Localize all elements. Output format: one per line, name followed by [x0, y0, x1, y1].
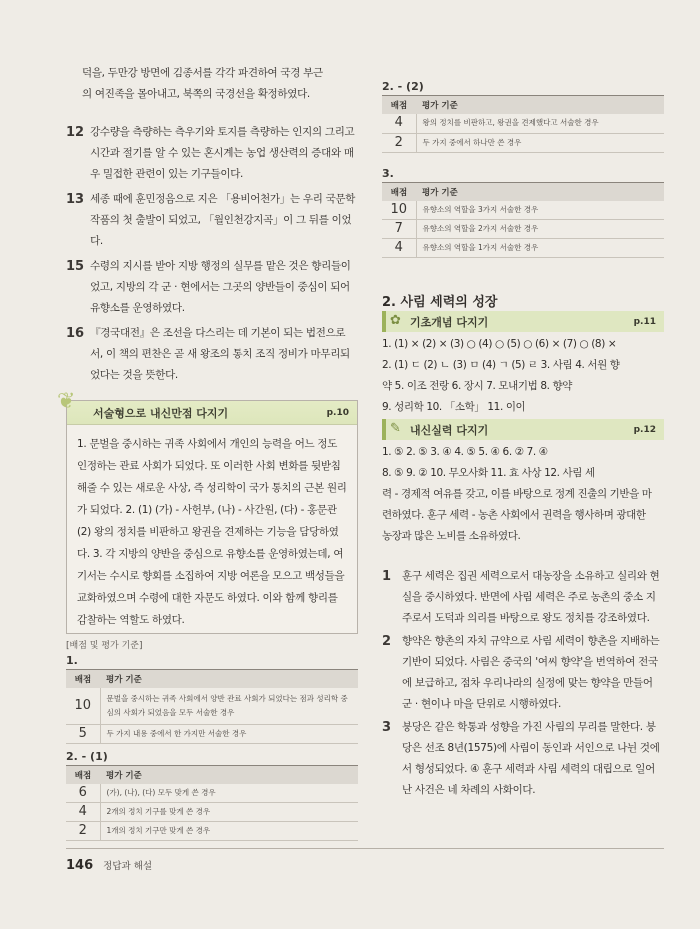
table-header: 평가 기준: [416, 182, 664, 201]
table-row: [66, 803, 358, 822]
criteria-cell: 1개의 정치 기구만 맞게 쓴 경우: [100, 822, 358, 841]
item-text: 강수량을 측량하는 측우기와 토지를 측량하는 인지의 그리고 시간과 절기를 알 수 있는 혼시계는 농업 생산력의 증대와 매우 밀접한 관련이 있는 기구들이다.: [90, 126, 355, 180]
item-number: 15: [66, 259, 85, 274]
grading-section: [66, 638, 358, 841]
score-cell: 4: [382, 239, 416, 258]
grading-subtitle: 1.: [66, 654, 78, 667]
item-number: 12: [66, 125, 85, 140]
internal-skill-bar: [382, 419, 664, 440]
table-row: [66, 784, 358, 803]
grading-table: [66, 765, 358, 842]
item-number: 2: [382, 634, 392, 649]
table-row: [382, 220, 664, 239]
internal-title: 내신실력 다지기: [410, 423, 489, 437]
internal-page: p.12: [633, 424, 656, 435]
criteria-cell: 유향소의 역할을 2가지 서술한 경우: [416, 220, 664, 239]
explanation-list-right: [382, 566, 664, 801]
page-number: 146: [66, 858, 94, 873]
list-item: [66, 122, 358, 185]
answer-line: 련하였다. 훈구 세력 - 농촌 사회에서 권력을 행사하며 광대한: [382, 509, 646, 521]
grading-table: [382, 182, 664, 259]
footer-divider: [66, 848, 664, 849]
score-cell: 7: [382, 220, 416, 239]
criteria-cell: 두 가지 내용 중에서 한 가지만 서술한 경우: [100, 724, 358, 743]
essay-box: [57, 389, 358, 634]
list-item: [382, 566, 664, 629]
basic-page: p.11: [633, 316, 656, 327]
score-cell: 10: [382, 201, 416, 220]
table-row: [382, 239, 664, 258]
answer-line: 농장과 많은 노비를 소유하였다.: [382, 530, 521, 542]
criteria-cell: (가), (나), (다) 모두 맞게 쓴 경우: [100, 784, 358, 803]
intro-line: 덕을, 두만강 방면에 김종서를 각각 파견하여 국경 부근: [82, 67, 323, 79]
list-item: [66, 189, 358, 252]
internal-answers: [382, 442, 664, 547]
grading-subtitle: 2. - (2): [382, 80, 424, 93]
item-text: 붕당은 같은 학통과 성향을 가진 사림의 무리를 말한다. 붕당은 선조 8년(1575)에 사림이 동인과 서인으로 나뉜 것에서 형성되었다. ④ 훈구 세력과 사림 세력의 대립으로 일어난 사건은 네 차례의 사화이다.: [402, 721, 660, 796]
grading-table: [382, 95, 664, 153]
score-cell: 4: [382, 114, 416, 133]
score-cell: 10: [66, 688, 100, 724]
grading-subtitle: 3.: [382, 166, 394, 180]
table-header: 배점: [66, 670, 100, 689]
table-row: [382, 114, 664, 133]
answer-line: 1. (1) × (2) × (3) ○ (4) ○ (5) ○ (6) × (7) ○ (8) ×: [382, 338, 617, 350]
section-title: 2. 사림 세력의 성장: [382, 295, 498, 310]
item-number: 16: [66, 326, 85, 341]
list-item: [66, 256, 358, 319]
answer-line: 력 - 경제적 여유를 갖고, 이를 바탕으로 정계 진출의 기반을 마: [382, 488, 652, 500]
table-row: [382, 133, 664, 152]
table-header: 배점: [66, 765, 100, 784]
essay-header: [67, 401, 357, 425]
table-row: [66, 724, 358, 743]
page-footer: [66, 858, 152, 873]
score-cell: 5: [66, 724, 100, 743]
score-cell: 2: [382, 133, 416, 152]
grading-label: [배점 및 평가 기준]: [66, 641, 143, 651]
table-header: 배점: [382, 96, 416, 115]
table-row: [66, 688, 358, 724]
pencil-icon: ✎: [390, 421, 401, 436]
score-cell: 6: [66, 784, 100, 803]
table-row: [66, 822, 358, 841]
item-text: 훈구 세력은 집권 세력으로서 대농장을 소유하고 실리와 현실을 중시하였다. 반면에 사림 세력은 주로 농촌의 중소 지주로서 도덕과 의리를 바탕으로 왕도 정치를 강조하였다.: [402, 570, 660, 624]
footer-text: 정답과 해설: [103, 861, 153, 872]
grading-subtitle: 2. - (1): [66, 749, 108, 763]
criteria-cell: 유향소의 역할을 1가지 서술한 경우: [416, 239, 664, 258]
grading-section-right: [382, 80, 664, 258]
item-number: 3: [382, 720, 392, 735]
item-number: 1: [382, 569, 392, 584]
list-item: [66, 323, 358, 386]
criteria-cell: 유향소의 역할을 3가지 서술한 경우: [416, 201, 664, 220]
table-header: 평가 기준: [100, 670, 358, 689]
answer-line: 9. 성리학 10. 「소학」 11. 이이: [382, 401, 526, 413]
item-text: 향약은 향촌의 자치 규약으로 사림 세력이 향촌을 지배하는 기반이 되었다. 사림은 중국의 '여씨 향약'을 번역하여 전국에 보급하고, 점차 우리나라의 실정에 맞는 향약을 만들어 군 · 현이나 마을 단위로 시행하였다.: [402, 635, 660, 710]
leaf-icon: ✿: [390, 313, 401, 328]
intro-text: [82, 63, 358, 105]
criteria-cell: 문벌을 중시하는 귀족 사회에서 양반 관료 사회가 되었다는 점과 성리학 중심의 사회가 되었음을 모두 서술한 경우: [100, 688, 358, 724]
answer-line: 2. (1) ㄷ (2) ㄴ (3) ㅁ (4) ㄱ (5) ㄹ 3. 사림 4. 서원 향: [382, 359, 620, 371]
score-cell: 2: [66, 822, 100, 841]
criteria-cell: 왕의 정치를 비판하고, 왕권을 견제했다고 서술한 경우: [416, 114, 664, 133]
explanation-list: [66, 122, 358, 386]
item-text: 수령의 지시를 받아 지방 행정의 실무를 맡은 것은 향리들이었고, 지방의 각 군 · 현에서는 그곳의 양반들이 중심이 되어 유향소를 운영하였다.: [90, 260, 351, 314]
item-number: 13: [66, 192, 85, 207]
list-item: [382, 631, 664, 715]
criteria-cell: 두 가지 중에서 하나만 쓴 경우: [416, 133, 664, 152]
answer-line: 8. ⑤ 9. ② 10. 무오사화 11. 효 사상 12. 사림 세: [382, 467, 595, 479]
answer-line: 약 5. 이조 전랑 6. 장시 7. 모내기법 8. 향약: [382, 380, 572, 392]
table-header: 평가 기준: [100, 765, 358, 784]
essay-page: p.10: [326, 407, 349, 418]
table-header: 배점: [382, 182, 416, 201]
list-item: [382, 717, 664, 801]
essay-title: 서술형으로 내신만점 다지기: [93, 406, 229, 420]
basic-concept-bar: [382, 311, 664, 332]
intro-line: 의 여진족을 몰아내고, 북쪽의 국경선을 확정하였다.: [82, 88, 310, 100]
score-cell: 4: [66, 803, 100, 822]
item-text: 세종 때에 훈민정음으로 지은 「용비어천가」는 우리 국문학 작품의 첫 출발이 되었고, 「월인천강지곡」이 그 뒤를 이었다.: [90, 193, 356, 247]
criteria-cell: 2개의 정치 기구를 맞게 쓴 경우: [100, 803, 358, 822]
item-text: 『경국대전』은 조선을 다스리는 데 기본이 되는 법전으로서, 이 책의 편찬은 곧 새 왕조의 통치 조직 정비가 마무리되었다는 것을 뜻한다.: [90, 327, 350, 381]
basic-title: 기초개념 다지기: [410, 315, 489, 329]
grading-table: [66, 669, 358, 744]
table-row: [382, 201, 664, 220]
leaf-deco-icon: ❦: [57, 389, 76, 414]
essay-body: 1. 문벌을 중시하는 귀족 사회에서 개인의 능력을 어느 정도 인정하는 관료 사회가 되었다. 또 이러한 사회 변화를 뒷받침해줄 수 있는 새로운 사상, 즉 성리학이 국가 통치의 근본 원리가 되었다. 2. (1) (가) - 사헌부, (나) - 사간원, (다) - 홍문관 (2) 왕의 정치를 비판하고 왕권을 견제하는 기능을 담당하였다. 3. 각 지방의 양반을 중심으로 유향소를 운영하였는데, 여기서는 수시로 향회를 소집하여 지방 여론을 모으고 백성들을 교화하였으며 수령에 대한 자문도 하였다. 이와 함께 향리를 감찰하는 역할도 하였다.: [77, 438, 347, 626]
answer-line: 1. ⑤ 2. ⑤ 3. ④ 4. ⑤ 5. ④ 6. ② 7. ④: [382, 446, 548, 458]
table-header: 평가 기준: [416, 96, 664, 115]
basic-answers: [382, 334, 664, 418]
